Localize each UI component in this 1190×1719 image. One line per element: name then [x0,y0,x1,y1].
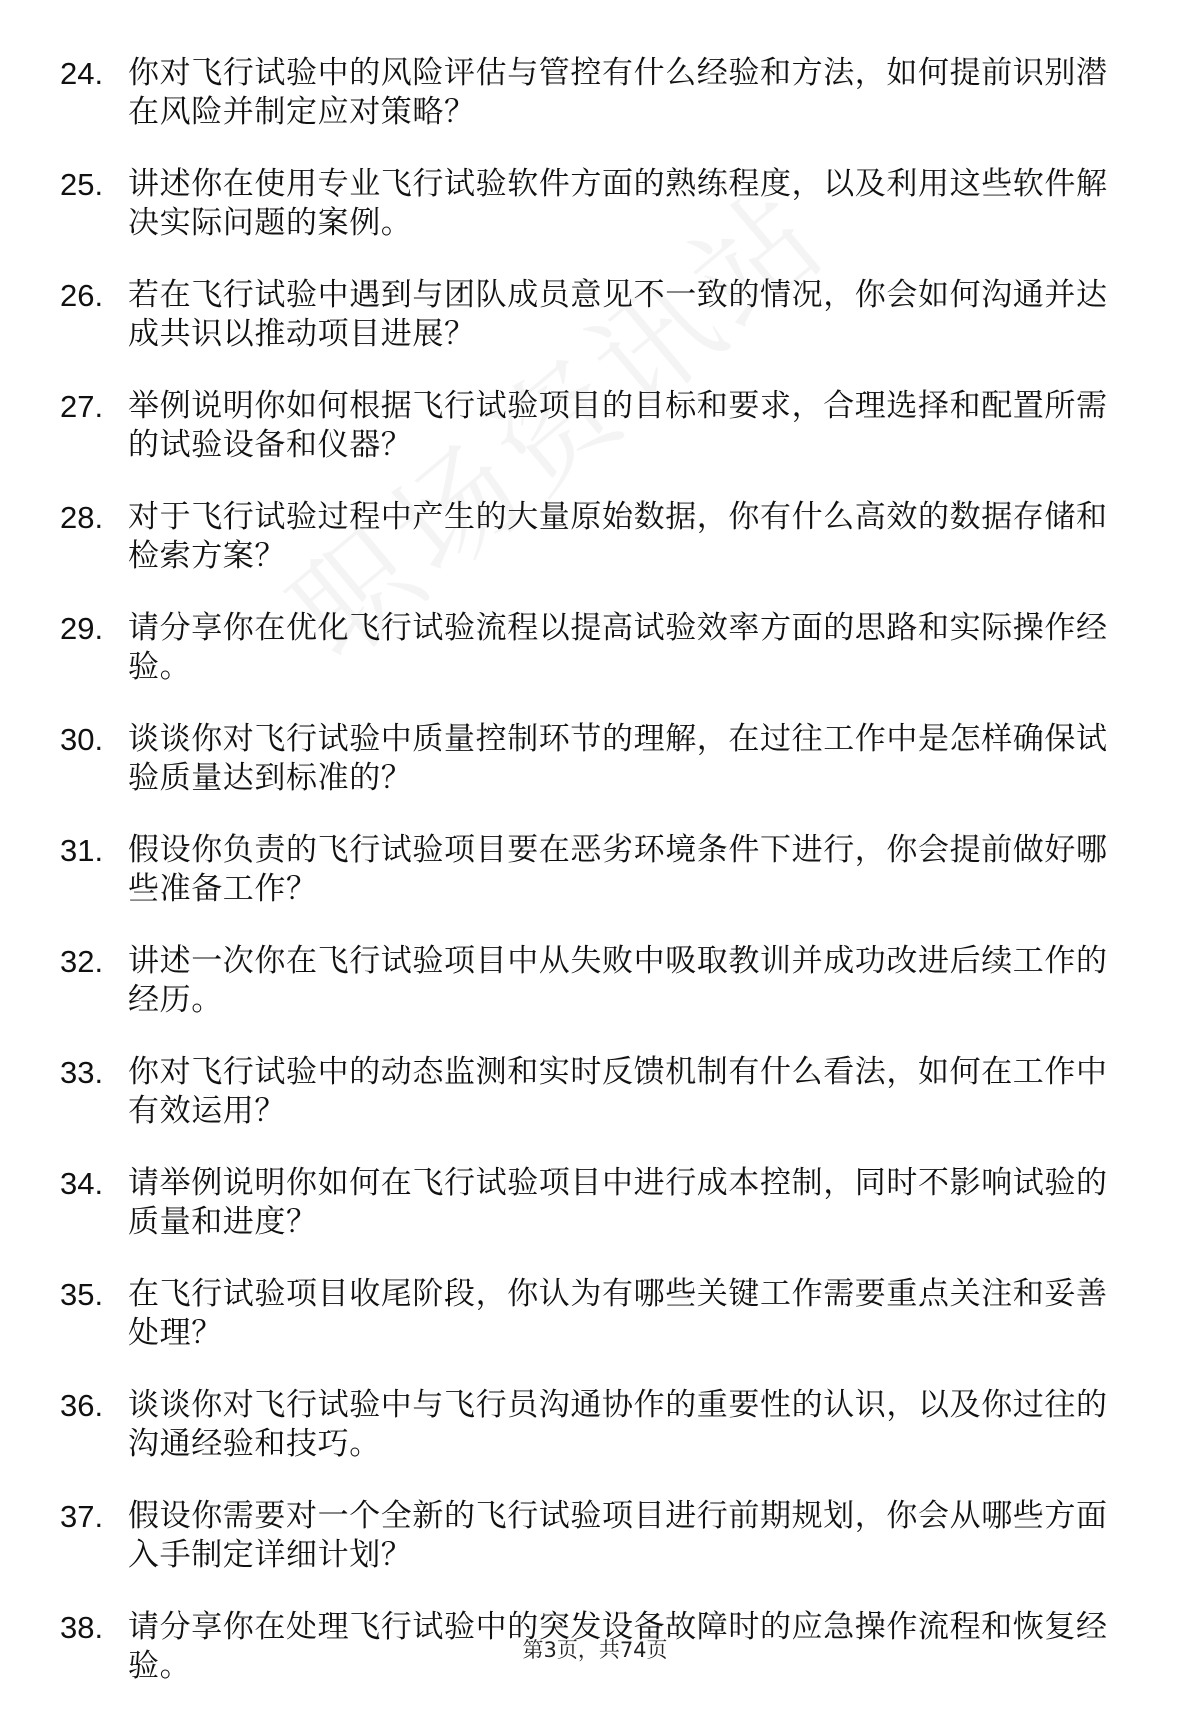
question-number: 33. [60,1055,104,1090]
question-text: 请分享你在优化飞行试验流程以提高试验效率方面的思路和实际操作经验。 [128,610,1108,685]
question-text: 讲述你在使用专业飞行试验软件方面的熟练程度，以及利用这些软件解决实际问题的案例。 [128,166,1108,241]
list-item [60,387,1130,465]
question-text: 假设你负责的飞行试验项目要在恶劣环境条件下进行，你会提前做好哪些准备工作？ [128,832,1108,907]
question-number: 38. [60,1610,104,1645]
question-text: 谈谈你对飞行试验中与飞行员沟通协作的重要性的认识，以及你过往的沟通经验和技巧。 [128,1387,1108,1462]
question-text: 举例说明你如何根据飞行试验项目的目标和要求，合理选择和配置所需的试验设备和仪器？ [128,388,1108,463]
list-item [60,609,1130,687]
question-number: 26. [60,278,104,313]
question-text: 假设你需要对一个全新的飞行试验项目进行前期规划，你会从哪些方面入手制定详细计划？ [128,1498,1108,1573]
question-number: 31. [60,833,104,868]
question-number: 27. [60,389,104,424]
question-text: 请举例说明你如何在飞行试验项目中进行成本控制，同时不影响试验的质量和进度？ [128,1165,1108,1240]
question-text: 对于飞行试验过程中产生的大量原始数据，你有什么高效的数据存储和检索方案？ [128,499,1108,574]
list-item [60,276,1130,354]
question-list [60,54,1130,1719]
list-item [60,1386,1130,1464]
question-number: 36. [60,1388,104,1423]
question-number: 24. [60,56,104,91]
question-number: 30. [60,722,104,757]
question-number: 35. [60,1277,104,1312]
question-number: 37. [60,1499,104,1534]
question-text: 讲述一次你在飞行试验项目中从失败中吸取教训并成功改进后续工作的经历。 [128,943,1108,1018]
question-text: 若在飞行试验中遇到与团队成员意见不一致的情况，你会如何沟通并达成共识以推动项目进展？ [128,277,1108,352]
list-item [60,1275,1130,1353]
question-number: 28. [60,500,104,535]
list-item [60,165,1130,243]
list-item [60,720,1130,798]
list-item [60,54,1130,132]
question-text: 请分享你在处理飞行试验中的突发设备故障时的应急操作流程和恢复经验。 [128,1609,1108,1684]
list-item [60,1053,1130,1131]
question-number: 34. [60,1166,104,1201]
list-item [60,498,1130,576]
question-text: 你对飞行试验中的动态监测和实时反馈机制有什么看法，如何在工作中有效运用？ [128,1054,1108,1129]
page-footer: 第3页，共74页 [522,1638,668,1662]
list-item [60,831,1130,909]
list-item [60,1164,1130,1242]
list-item [60,942,1130,1020]
question-text: 在飞行试验项目收尾阶段，你认为有哪些关键工作需要重点关注和妥善处理？ [128,1276,1108,1351]
question-number: 25. [60,167,104,202]
question-text: 你对飞行试验中的风险评估与管控有什么经验和方法，如何提前识别潜在风险并制定应对策略？ [128,55,1108,130]
question-number: 29. [60,611,104,646]
question-text: 谈谈你对飞行试验中质量控制环节的理解，在过往工作中是怎样确保试验质量达到标准的？ [128,721,1108,796]
list-item [60,1497,1130,1575]
question-number: 32. [60,944,104,979]
